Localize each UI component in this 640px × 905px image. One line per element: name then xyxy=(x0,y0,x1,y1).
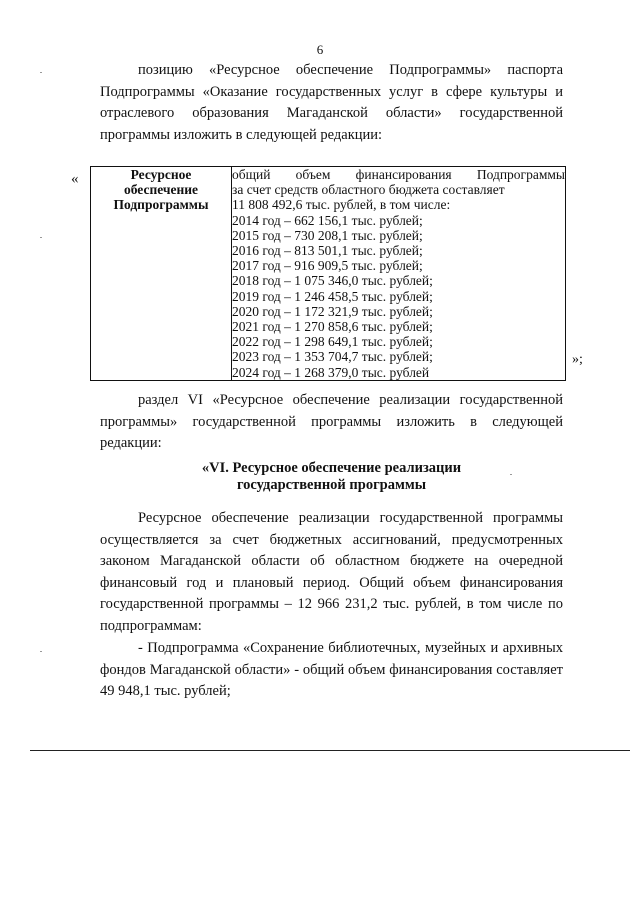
content-line: 2022 год – 1 298 649,1 тыс. рублей; xyxy=(232,334,433,350)
content-line: 2014 год – 662 156,1 тыс. рублей; xyxy=(232,212,423,228)
scan-speck xyxy=(40,651,42,652)
scan-speck xyxy=(510,474,512,475)
scan-speck xyxy=(40,72,42,73)
bottom-rule xyxy=(30,750,630,751)
closing-quote: »; xyxy=(572,352,583,367)
intro-paragraph: позицию «Ресурсное обеспечение Подпрограммы» паспорта Подпрограммы «Оказание государственных услуг в сфере культуры и отраслевого образования Магаданской области» государственной программы изложить в следующей редакции: xyxy=(100,62,563,143)
content-line: 2021 год – 1 270 858,6 тыс. рублей; xyxy=(232,319,433,335)
content-line: 2023 год – 1 353 704,7 тыс. рублей; xyxy=(232,349,433,365)
content-line: за счет средств областного бюджета составляет xyxy=(232,182,505,198)
content-line: 2024 год – 1 268 379,0 тыс. рублей xyxy=(232,364,430,380)
content-line: общий объем финансирования Подпрограммы xyxy=(232,167,565,182)
subprogram-item: - Подпрограмма «Сохранение библиотечных, музейных и архивных фондов Магаданской области» - общий объем финансирования составляет 49 948,1 тыс. рублей; xyxy=(100,640,563,699)
section-title-line: государственной программы xyxy=(236,477,427,493)
label-line: Ресурсное xyxy=(130,167,192,182)
resource-label-cell xyxy=(91,167,232,381)
label-line: Подпрограммы xyxy=(113,197,209,212)
resource-table xyxy=(90,166,566,381)
opening-quote: « xyxy=(71,171,79,187)
content-line: 2020 год – 1 172 321,9 тыс. рублей; xyxy=(232,303,433,319)
content-line: 11 808 492,6 тыс. рублей, в том числе: xyxy=(232,197,451,213)
content-line: 2019 год – 1 246 458,5 тыс. рублей; xyxy=(232,288,433,304)
content-line: 2017 год – 916 909,5 тыс. рублей; xyxy=(232,258,423,274)
scan-speck xyxy=(40,237,42,238)
label-line: обеспечение xyxy=(123,182,199,197)
content-line: 2018 год – 1 075 346,0 тыс. рублей; xyxy=(232,273,433,289)
content-line: 2016 год – 813 501,1 тыс. рублей; xyxy=(232,243,423,259)
content-line: 2015 год – 730 208,1 тыс. рублей; xyxy=(232,227,423,243)
section-intro-paragraph: раздел VI «Ресурсное обеспечение реализации государственной программы» государственной программы изложить в следующей редакции: xyxy=(100,392,563,451)
section-title xyxy=(100,460,563,494)
section-title-line: «VI. Ресурсное обеспечение реализации xyxy=(201,460,462,476)
page-number: 6 xyxy=(316,42,324,57)
resource-content-cell xyxy=(232,167,566,381)
body-paragraph: Ресурсное обеспечение реализации государственной программы осуществляется за счет бюджетных ассигнований, предусмотренных законом Магаданской области об областном бюджете на очередной финансовый год и плановый период. Общий объем финансирования государственной программы – 12 966 231,2 тыс. рублей, в том числе по подпрограммам: xyxy=(100,510,563,634)
